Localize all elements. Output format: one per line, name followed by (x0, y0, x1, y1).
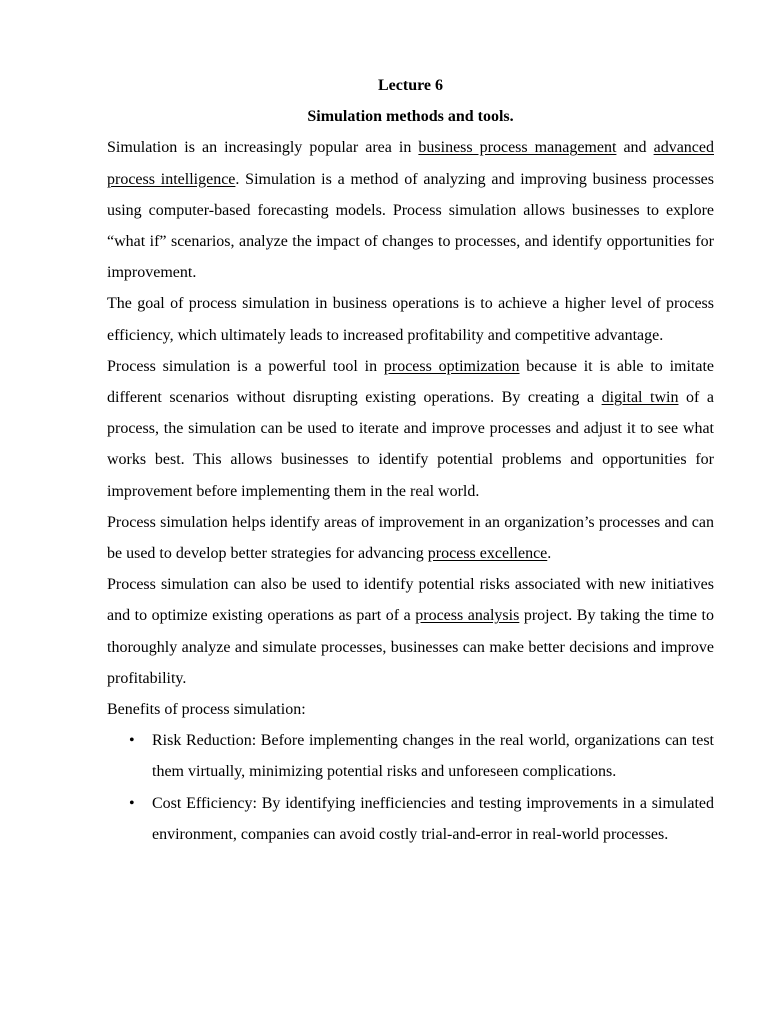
bullet-icon: • (129, 732, 135, 750)
paragraph-text: of a process, the simulation can be used to iterate and improve processes and adjust it to see what works best. This allows businesses to identify potential problems and opportunities for improvement before implementing them in the real world. (107, 389, 714, 500)
link-business-process-management[interactable]: business process management (418, 139, 617, 157)
link-process-excellence[interactable]: process excellence (427, 545, 548, 563)
paragraph-text: and (616, 139, 654, 157)
paragraph-improvement (107, 507, 714, 569)
list-item (107, 725, 714, 787)
paragraph-goal: The goal of process simulation in business operations is to achieve a higher level of process efficiency, which ultimately leads to increased profitability and competitive advantage. (107, 295, 714, 344)
paragraph-optimization (107, 351, 714, 507)
paragraph-text: Process simulation is a powerful tool in (107, 357, 384, 375)
link-advanced-process-intelligence[interactable]: advanced process intelligence (107, 139, 714, 188)
paragraph-text: Process simulation helps identify areas of improvement in an organization’s processes and can be used to develop better strategies for advancing (107, 513, 714, 563)
bullet-icon: • (129, 794, 135, 812)
benefits-heading: Benefits of process simulation: (107, 701, 306, 719)
paragraph-text: . (547, 545, 552, 563)
list-item-text: Cost Efficiency: By identifying inefficiencies and testing improvements in a simulated environment, companies can avoid costly trial-and-error in real-world processes. (152, 794, 714, 843)
paragraph-text: Process simulation can also be used to identify potential risks associated with new initiatives and to optimize existing operations as part of a (107, 576, 714, 625)
paragraph-text: project. By taking the time to thoroughly analyze and simulate processes, businesses can make better decisions and improve profitability. (107, 607, 715, 687)
paragraph-text: because it is able to imitate different scenarios without disrupting existing operations. By creating a (107, 357, 714, 407)
paragraph-text: Simulation is an increasingly popular area in (107, 139, 419, 157)
lecture-topic: Simulation methods and tools. (307, 108, 514, 126)
link-process-analysis[interactable]: process analysis (415, 607, 520, 625)
paragraph-intro (107, 132, 714, 288)
link-digital-twin[interactable]: digital twin (601, 389, 679, 407)
benefits-list (107, 725, 714, 850)
document-page (107, 70, 714, 850)
lecture-number: Lecture 6 (377, 77, 443, 94)
link-process-optimization[interactable]: process optimization (383, 357, 520, 375)
paragraph-text: . Simulation is a method of analyzing and improving business processes using computer-based forecasting models. Process simulation allows businesses to explore “what if” scenarios, analyze the impact of changes to processes, and identify opportunities for improvement. (107, 170, 714, 282)
paragraph-risks (107, 569, 714, 694)
list-item (107, 788, 714, 850)
list-item-text: Risk Reduction: Before implementing changes in the real world, organizations can test them virtually, minimizing potential risks and unforeseen complications. (152, 732, 714, 781)
